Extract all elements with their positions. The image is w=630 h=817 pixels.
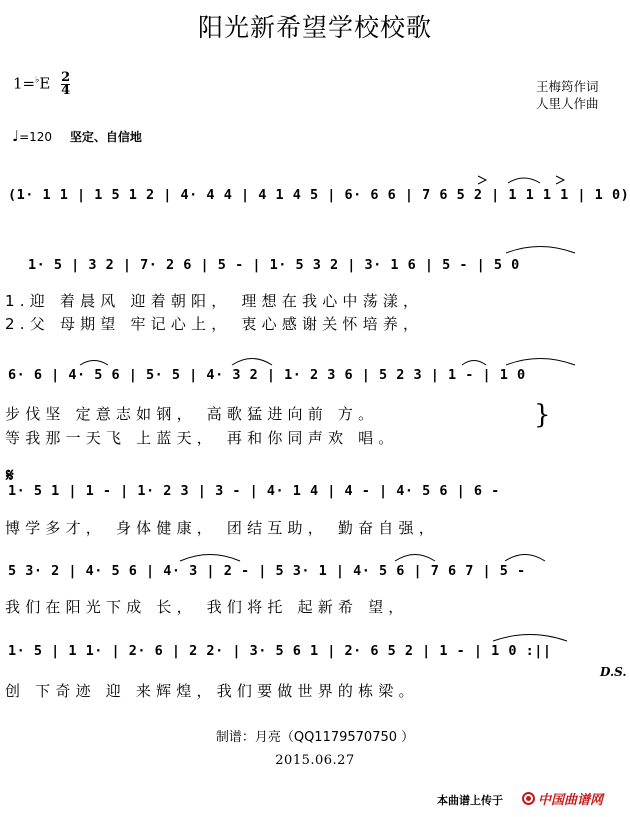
system-4-notes: 5 3· 2 | 4· 5 6 | 4· 3 | 2 - | 5 3· 1 | 4· 5 6 | 7 6 7 | 5 - (8, 563, 526, 579)
segno-sign: 𝄋 (6, 465, 14, 486)
site-logo (522, 789, 603, 808)
system-1-notes: 1· 5 | 3 2 | 7· 2 6 | 5 - | 1· 5 3 2 | 3· 1 6 | 5 - | 5 0 (28, 257, 520, 273)
quarter-note-icon: ♩ (12, 127, 20, 145)
triplet-bracket (508, 178, 540, 183)
composer-credit: 人里人作曲 (536, 96, 599, 111)
system-3-notes: 1· 5 1 | 1 - | 1· 2 3 | 3 - | 4· 1 4 | 4 - | 4· 5 6 | 6 - (8, 483, 500, 499)
transcription-date: 2015.06.27 (275, 753, 355, 768)
flat-symbol: ♭ (35, 75, 40, 86)
system-5-lyrics: 创 下奇迹 迎 来辉煌，我们要做世界的栋梁。 (5, 682, 419, 700)
song-title: 阳光新希望学校校歌 (197, 13, 432, 42)
system-4-lyrics: 我们在阳光下成 长， 我们将托 起新希 望， (5, 598, 409, 616)
time-top: 2 (61, 70, 71, 85)
tie-2 (506, 359, 575, 366)
system-2-lyrics-verse-1: 步伐坚 定意志如钢， 高歌猛进向前 方。 (5, 405, 379, 423)
intro-notes: (1· 1 1 | 1 5 1 2 | 4· 4 4 | 4 1 4 5 | 6· 6 6 | 7 6 5 2 | 1 1 1 1 | 1 0) (8, 187, 630, 203)
system-2-notes: 6· 6 | 4· 5 6 | 5· 5 | 4· 3 2 | 1· 2 3 6 | 5 2 3 | 1 - | 1 0 (8, 367, 526, 383)
tie-1 (506, 247, 575, 254)
accent-mark-1 (478, 176, 486, 184)
logo-icon (522, 792, 535, 805)
tempo-value: =120 (19, 130, 53, 144)
system-2-lyrics-verse-2: 等我那一天飞 上蓝天， 再和你同声欢 唱。 (5, 429, 399, 447)
upload-note: 本曲谱上传于 (437, 794, 503, 807)
ds-marking: D.S. (600, 665, 627, 679)
slur-5 (395, 555, 435, 562)
time-bottom: 4 (61, 83, 71, 98)
accent-mark-2 (556, 176, 564, 184)
tie-3 (493, 635, 567, 642)
key-label: 1= (13, 74, 36, 93)
slur-3 (462, 361, 486, 366)
lyricist-credit: 王梅筠作词 (536, 79, 599, 94)
verse-brace: } (534, 400, 551, 430)
logo-text: 中国曲谱网 (538, 793, 604, 808)
slur-4 (180, 555, 240, 562)
key-tonic: E (39, 74, 51, 93)
slur-6 (505, 555, 545, 562)
slur-2 (232, 359, 272, 366)
system-5-notes: 1· 5 | 1 1· | 2· 6 | 2 2· | 3· 5 6 1 | 2· 6 5 2 | 1 - | 1 0 :|| (8, 643, 552, 659)
system-3-lyrics: 博学多才， 身体健康， 团结互助， 勤奋自强， (5, 519, 439, 537)
system-1-lyrics-verse-2: 2.父 母期望 牢记心上， 衷心感谢关怀培养， (5, 315, 424, 333)
transcriber-credit: 制谱：月亮（QQ1179570750 ） (215, 730, 415, 745)
slur-1 (80, 361, 108, 366)
expression-mark: 坚定、自信地 (69, 130, 142, 144)
system-1-lyrics-verse-1: 1.迎 着晨风 迎着朝阳， 理想在我心中荡漾， (5, 292, 424, 310)
